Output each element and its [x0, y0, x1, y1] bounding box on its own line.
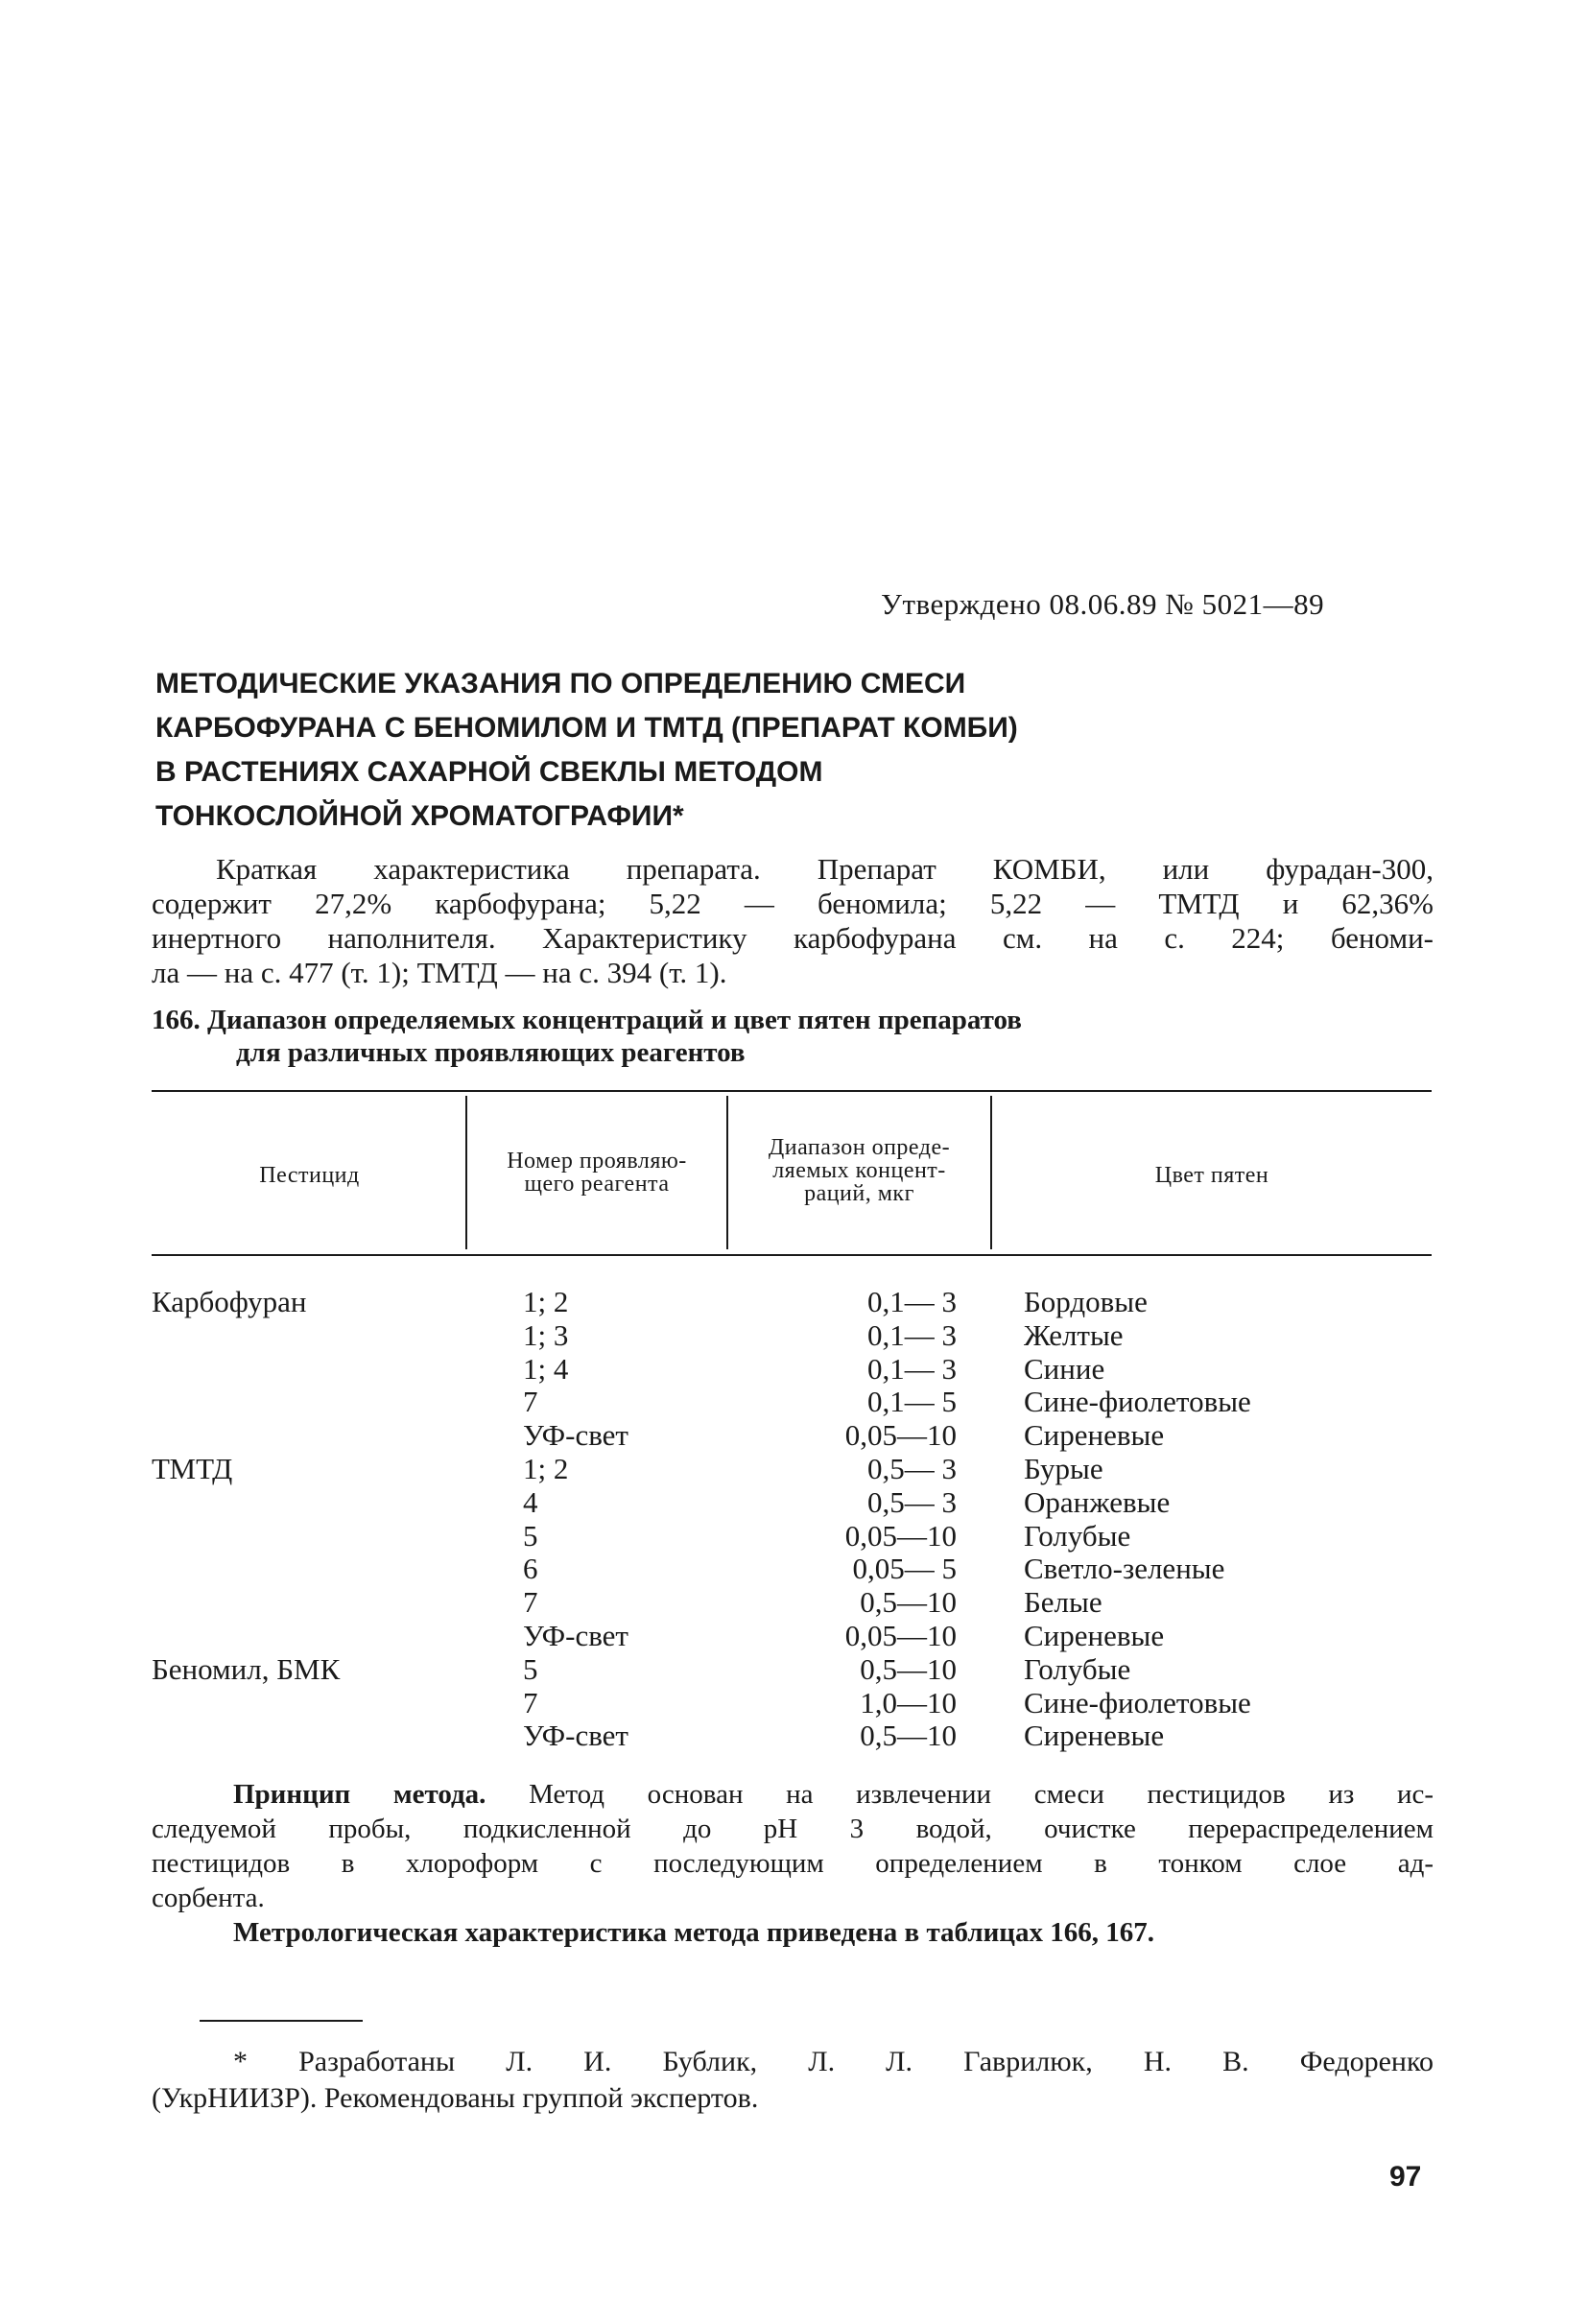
- table-cell: 1; 2: [523, 1451, 569, 1485]
- table-cell: 7: [523, 1385, 538, 1419]
- table-cell: Синие: [1024, 1351, 1105, 1386]
- table-cell: 5: [523, 1518, 538, 1553]
- table-cell: [152, 1719, 340, 1753]
- table-cell: [152, 1486, 340, 1520]
- table-cell: [152, 1586, 340, 1620]
- table-cell: 0,5— 3: [867, 1484, 957, 1519]
- document-title: [155, 662, 1422, 839]
- table-cell: 0,05—10: [844, 1418, 957, 1453]
- footnote: [152, 2044, 1434, 2117]
- table-cell: Голубые: [1024, 1651, 1131, 1686]
- table-cell: Сине-фиолетовые: [1024, 1385, 1251, 1419]
- reagent-column: [523, 1286, 628, 1753]
- table-cell: Белые: [1024, 1585, 1102, 1620]
- table-cell: [152, 1319, 340, 1353]
- table-top-rule: [152, 1090, 1432, 1092]
- table-cell: [152, 1353, 340, 1387]
- table-cell: [152, 1553, 340, 1586]
- principle-line: пестицидов в хлороформ с последующим определением в тонком слое ад-: [152, 1848, 1434, 1879]
- header-reagent-line: щего реагента: [524, 1172, 670, 1197]
- principle-text: Метод основан на извлечении смеси пестицидов из ис-: [486, 1779, 1434, 1810]
- header-range-line: раций, мкг: [804, 1181, 914, 1206]
- caption-line: для различных проявляющих реагентов: [236, 1037, 746, 1068]
- table-cell: 5: [523, 1651, 538, 1686]
- intro-line: содержит 27,2% карбофурана; 5,22 — беномила; 5,22 — ТМТД и 62,36%: [152, 887, 1434, 920]
- caption-line: Диапазон определяемых концентраций и цвет пятен препаратов: [207, 1005, 1022, 1035]
- principle-lead: Принцип метода.: [233, 1779, 486, 1810]
- table-cell: Желтые: [1024, 1317, 1124, 1352]
- principle-line: следуемой пробы, подкисленной до pH 3 водой, очистке перераспределением: [152, 1814, 1434, 1844]
- title-line: МЕТОДИЧЕСКИЕ УКАЗАНИЯ ПО ОПРЕДЕЛЕНИЮ СМЕСИ: [155, 668, 966, 700]
- table-cell: 0,5— 3: [867, 1451, 957, 1485]
- metrology-note: Метрологическая характеристика метода приведена в таблицах 166, 167.: [233, 1917, 1155, 1948]
- table-cell: УФ-свет: [523, 1719, 628, 1753]
- table-cell: 0,05—10: [844, 1618, 957, 1652]
- table-cell: Бурые: [1024, 1451, 1103, 1485]
- title-line: ТОНКОСЛОЙНОЙ ХРОМАТОГРАФИИ*: [155, 800, 684, 832]
- title-line: КАРБОФУРАНА С БЕНОМИЛОМ И ТМТД (ПРЕПАРАТ КОМБИ): [155, 712, 1018, 744]
- table-cell: [152, 1687, 340, 1720]
- table-cell: [152, 1386, 340, 1419]
- table-cell: 6: [523, 1552, 538, 1586]
- table-cell: 7: [523, 1585, 538, 1620]
- range-column: [798, 1286, 957, 1753]
- footnote-rule: [200, 2020, 363, 2022]
- table-cell: 1,0—10: [860, 1685, 957, 1719]
- footnote-line: (УкрНИИЗР). Рекомендованы группой экспертов.: [152, 2082, 759, 2114]
- intro-line: инертного наполнителя. Характеристику карбофурана см. на с. 224; беноми-: [152, 921, 1434, 955]
- header-color: Цвет пятен: [1154, 1163, 1269, 1188]
- table-cell: 4: [523, 1484, 538, 1519]
- page-number: 97: [1389, 2161, 1422, 2193]
- table-cell: 1; 3: [523, 1317, 569, 1352]
- header-range: [728, 1136, 990, 1205]
- table-cell: УФ-свет: [523, 1618, 628, 1652]
- color-column: [1024, 1286, 1251, 1753]
- table-header-rule: [152, 1254, 1432, 1256]
- table-cell: [152, 1419, 340, 1453]
- table-cell: [152, 1620, 340, 1653]
- table-cell: Сине-фиолетовые: [1024, 1685, 1251, 1719]
- table-cell: Карбофуран: [152, 1285, 307, 1318]
- method-principle-paragraph: [152, 1777, 1434, 1915]
- table-cell: 0,1— 3: [867, 1351, 957, 1386]
- table-cell: Оранжевые: [1024, 1484, 1171, 1519]
- table-number: 166.: [152, 1005, 201, 1035]
- table-cell: 0,5—10: [860, 1651, 957, 1686]
- principle-line: [152, 1777, 1434, 1812]
- table-cell: 0,5—10: [860, 1585, 957, 1620]
- table-cell: Сиреневые: [1024, 1618, 1165, 1652]
- header-range-line: Диапазон опреде-: [768, 1135, 951, 1160]
- table-cell: 0,5—10: [860, 1719, 957, 1753]
- table-cell: ТМТД: [152, 1451, 233, 1485]
- intro-line: ла — на с. 477 (т. 1); ТМТД — на с. 394 (т. 1).: [152, 956, 727, 989]
- header-pesticide: Пестицид: [259, 1163, 360, 1188]
- table-cell: 0,1— 3: [867, 1285, 957, 1318]
- table-cell: 0,1— 5: [867, 1385, 957, 1419]
- table-caption: [152, 1004, 1418, 1069]
- approval-note: Утверждено 08.06.89 № 5021—89: [881, 587, 1325, 621]
- table-cell: [152, 1520, 340, 1553]
- table-cell: УФ-свет: [523, 1418, 628, 1453]
- header-reagent: [467, 1150, 726, 1196]
- table-cell: Бордовые: [1024, 1285, 1148, 1318]
- footnote-line: * Разработаны Л. И. Бублик, Л. Л. Гаврилюк, Н. В. Федоренко: [233, 2046, 1434, 2077]
- table-cell: Сиреневые: [1024, 1719, 1165, 1753]
- intro-paragraph: [152, 852, 1434, 990]
- table-cell: 0,05— 5: [852, 1552, 957, 1586]
- intro-line: Краткая характеристика препарата. Препарат КОМБИ, или фурадан-300,: [216, 852, 1434, 886]
- pesticide-column: [152, 1286, 340, 1753]
- title-line: В РАСТЕНИЯХ САХАРНОЙ СВЕКЛЫ МЕТОДОМ: [155, 756, 823, 788]
- table-cell: Голубые: [1024, 1518, 1131, 1553]
- table-cell: 0,1— 3: [867, 1317, 957, 1352]
- table-cell: 1; 4: [523, 1351, 569, 1386]
- table-cell: 1; 2: [523, 1285, 569, 1318]
- table-cell: Беномил, БМК: [152, 1651, 341, 1686]
- table-cell: 0,05—10: [844, 1518, 957, 1553]
- table-cell: 7: [523, 1685, 538, 1719]
- header-reagent-line: Номер проявляю-: [507, 1149, 687, 1174]
- principle-line: сорбента.: [152, 1883, 265, 1913]
- header-range-line: ляемых концент-: [772, 1158, 946, 1183]
- table-cell: Светло-зеленые: [1024, 1552, 1225, 1586]
- table-cell: Сиреневые: [1024, 1418, 1165, 1453]
